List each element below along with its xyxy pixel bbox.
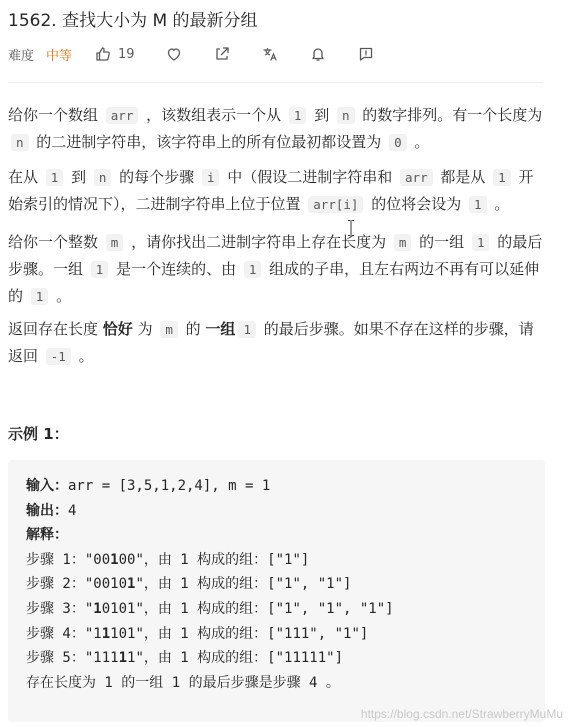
- text: 的数字排列。有一个长度为: [357, 106, 543, 124]
- text: 组成的子串，且左右两边不再有可以延伸的: [8, 260, 540, 305]
- code-i: i: [202, 169, 220, 186]
- translate-icon[interactable]: [261, 45, 279, 63]
- code-1: 1: [289, 107, 307, 124]
- text: 的二进制字符串，该字符串上的所有位最初都设置为: [31, 133, 387, 151]
- emphasis-text: 恰好: [102, 320, 133, 338]
- difficulty-label: 难度: [8, 48, 35, 64]
- output-value: 4: [68, 502, 77, 519]
- code-m: m: [394, 234, 412, 251]
- step-new-bit: 1: [127, 576, 136, 593]
- step-new-bit: 1: [118, 650, 128, 667]
- difficulty-badge: 中等: [46, 48, 73, 64]
- text: 的位将会设为: [366, 195, 466, 213]
- example-output-line: [26, 499, 394, 524]
- text: 给你一个数组: [8, 106, 103, 124]
- example-step-line: [26, 646, 394, 671]
- text: 的一组: [414, 233, 469, 251]
- code-n: n: [337, 107, 355, 124]
- code-1: 1: [469, 196, 487, 213]
- example-step-line: [26, 622, 394, 647]
- step-text: 步骤 4："1: [26, 625, 102, 642]
- emphasis-text: 一组: [205, 320, 236, 338]
- example-heading: 示例 1：: [8, 425, 69, 443]
- description-paragraph-3: [8, 229, 548, 310]
- step-text: 步骤 5："111: [26, 650, 119, 667]
- text: 都是从: [435, 168, 491, 186]
- text: 在从: [8, 168, 43, 186]
- example-conclusion-line: 存在长度为 1 的一组 1 的最后步骤是步骤 4 。: [26, 674, 340, 691]
- text-cursor-icon: [348, 220, 354, 236]
- code-arr: arr: [106, 107, 139, 124]
- code-1: 1: [31, 288, 49, 305]
- text: 。: [409, 133, 430, 151]
- problem-title: 1562. 查找大小为 M 的最新分组: [8, 11, 258, 31]
- like-button[interactable]: [94, 45, 135, 63]
- example-input-line: [26, 474, 394, 499]
- step-text: 1"，由 1 构成的组：["11111"]: [127, 650, 344, 667]
- code-m: m: [106, 234, 124, 251]
- example-explain-line: [26, 523, 394, 548]
- heart-icon[interactable]: [165, 45, 183, 63]
- text: 的: [180, 320, 206, 338]
- step-new-bit: 1: [101, 625, 111, 642]
- code-1: 1: [244, 261, 262, 278]
- header-divider: [8, 82, 543, 83]
- code-n: n: [11, 134, 29, 151]
- input-label: 输入：: [26, 478, 68, 494]
- step-text: 步骤 2："0010: [26, 576, 128, 593]
- code-arr: arr: [400, 169, 433, 186]
- text: 开始索引的情况下），二进制字符串上位于位置: [8, 168, 534, 213]
- code-1: 1: [472, 234, 490, 251]
- step-text: 0101"，由 1 构成的组：["1", "1", "1"]: [101, 600, 394, 617]
- text: ，该数组表示一个从: [141, 106, 286, 124]
- code-1: 1: [238, 321, 256, 338]
- text: 的最后步骤。如果不存在这样的步骤，请返回: [8, 320, 534, 365]
- example-step-line: [26, 572, 394, 597]
- step-new-bit: 1: [93, 600, 102, 617]
- example-lines: [26, 474, 394, 695]
- text: 。: [51, 287, 72, 305]
- code-minus-1: -1: [46, 348, 71, 365]
- output-label: 输出：: [26, 502, 68, 519]
- text: ，请你找出二进制字符串上存在长度为: [126, 233, 391, 251]
- text: 到: [309, 106, 334, 124]
- feedback-icon[interactable]: [357, 45, 375, 63]
- code-0: 0: [389, 134, 407, 151]
- step-text: 101"，由 1 构成的组：["111", "1"]: [110, 625, 369, 642]
- code-arr-i: arr[i]: [308, 196, 363, 213]
- step-new-bit: 1: [110, 551, 119, 568]
- code-n: n: [94, 169, 112, 186]
- problem-meta-bar: [8, 42, 375, 66]
- text: 给你一个整数: [8, 233, 103, 251]
- watermark: https://blog.csdn.net/StrawberryMuMu: [360, 707, 563, 721]
- step-text: 00"，由 1 构成的组：["1"]: [118, 551, 310, 568]
- text: 的最后步骤。一组: [8, 233, 543, 278]
- text: 。: [489, 195, 510, 213]
- text: 为: [132, 320, 158, 338]
- description-paragraph-1: [8, 102, 548, 156]
- code-1: 1: [91, 261, 109, 278]
- code-m: m: [160, 321, 178, 338]
- description-paragraph-4: [8, 316, 548, 370]
- text: 到: [66, 168, 91, 186]
- share-icon[interactable]: [213, 45, 231, 63]
- step-text: "，由 1 构成的组：["1", "1"]: [135, 576, 352, 593]
- text: 返回存在长度: [8, 320, 103, 338]
- input-value: arr = [3,5,1,2,4], m = 1: [68, 478, 271, 494]
- example-code-block: [8, 460, 545, 722]
- text: 。: [73, 347, 94, 365]
- step-text: 步骤 1："00: [26, 551, 111, 568]
- explanation-label: 解释：: [26, 527, 68, 544]
- code-1: 1: [493, 169, 511, 186]
- text: 中（假设二进制字符串和: [222, 168, 398, 186]
- like-count: 19: [118, 46, 135, 62]
- code-1: 1: [46, 169, 64, 186]
- bell-icon[interactable]: [309, 45, 327, 63]
- thumbs-up-icon: [94, 45, 112, 63]
- text: 是一个连续的、由: [111, 260, 241, 278]
- step-text: 步骤 3：": [26, 600, 94, 617]
- example-step-line: [26, 597, 394, 622]
- description-paragraph-2: [8, 164, 548, 218]
- example-step-line: [26, 548, 394, 573]
- text: 的每个步骤: [114, 168, 199, 186]
